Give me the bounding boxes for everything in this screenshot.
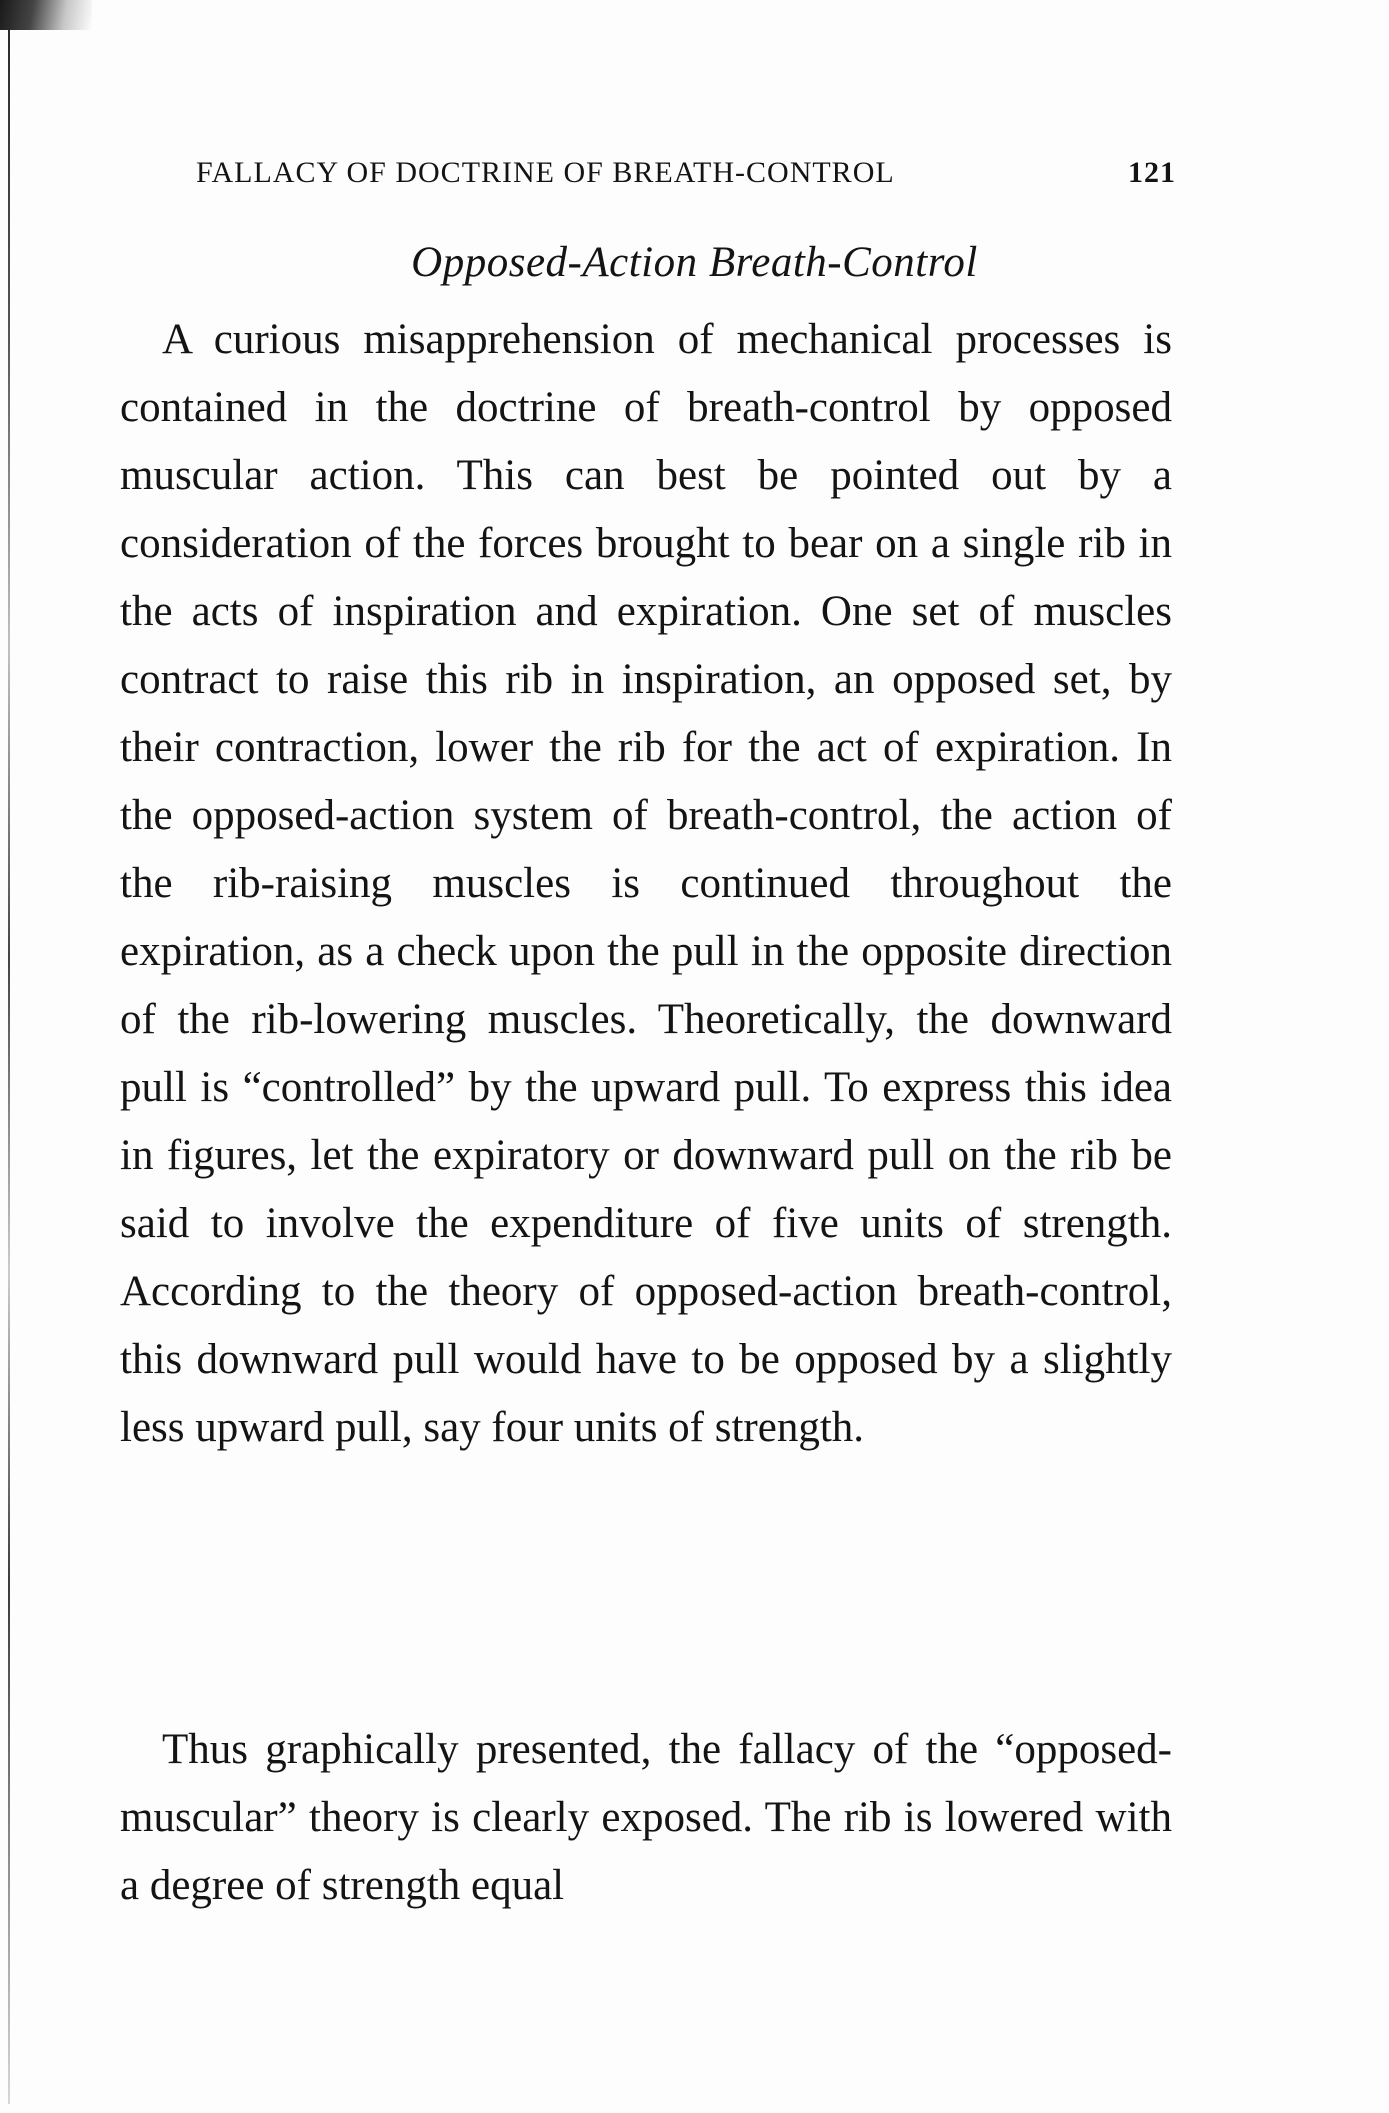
scan-edge-shadow [0, 0, 92, 30]
paragraph: Thus graphically presented, the fallacy of the “opposed-muscular” theory is clearly exposed. The rib is lowered with a degree of strength equal [120, 1726, 1172, 1909]
binding-edge-line [8, 24, 10, 2104]
page-number: 121 [1128, 156, 1176, 189]
running-title: FALLACY OF DOCTRINE OF BREATH-CONTROL [196, 156, 895, 189]
running-header [196, 156, 1176, 196]
paragraph: A curious misapprehension of mechanical processes is contained in the doctrine of breath-control by opposed muscular action. This can best be pointed out by a consideration of the forces brought to bear on a single rib in the acts of inspiration and expiration. One set of muscles contract to raise this rib in inspiration, an opposed set, by their contraction, lower the rib for the act of expiration. In the opposed-action system of breath-control, the action of the rib-raising muscles is continued throughout the expiration, as a check upon the pull in the opposite direction of the rib-lowering muscles. Theoretically, the downward pull is “controlled” by the upward pull. To express this idea in figures, let the expiratory or downward pull on the rib be said to involve the expenditure of five units of strength. According to the theory of opposed-action breath-control, this downward pull would have to be opposed by a slightly less upward pull, say four units of strength. [120, 316, 1172, 1451]
section-heading: Opposed-Action Breath-Control [411, 239, 978, 286]
